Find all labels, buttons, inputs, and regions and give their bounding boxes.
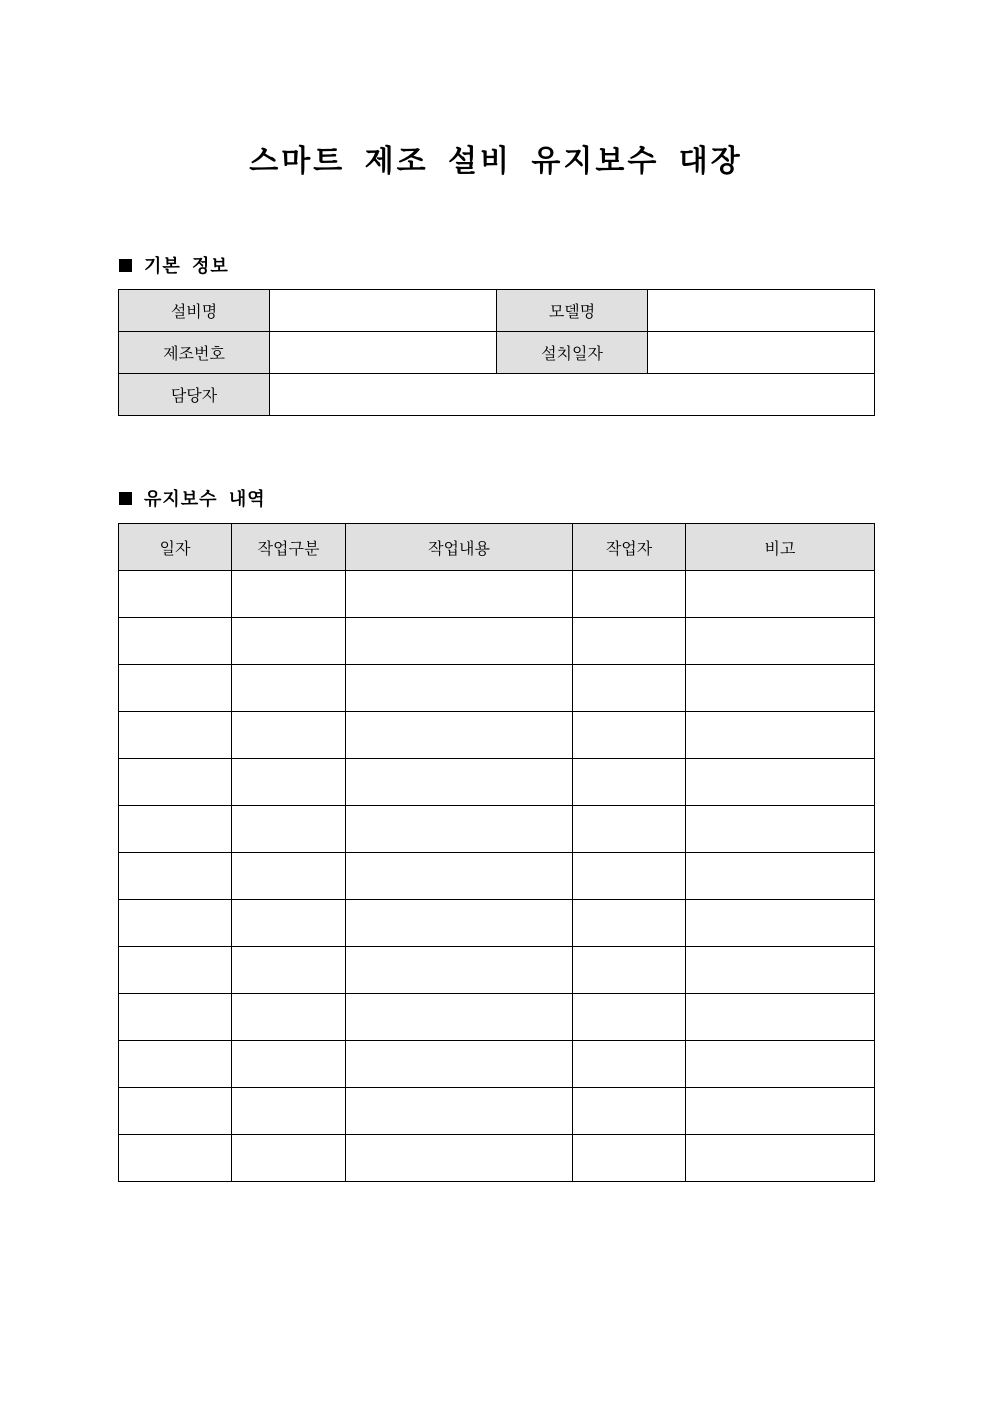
remarks-cell[interactable] [686, 947, 875, 994]
work-details-cell[interactable] [346, 994, 573, 1041]
remarks-cell[interactable] [686, 618, 875, 665]
date-cell[interactable] [119, 1088, 232, 1135]
date-cell[interactable] [119, 806, 232, 853]
worker-cell[interactable] [573, 806, 686, 853]
install-date-field[interactable] [648, 332, 875, 374]
table-row [119, 806, 875, 853]
table-header-row [119, 524, 875, 571]
remarks-cell[interactable] [686, 665, 875, 712]
date-cell[interactable] [119, 1135, 232, 1182]
table-row [119, 900, 875, 947]
worker-cell[interactable] [573, 712, 686, 759]
remarks-cell[interactable] [686, 712, 875, 759]
worker-cell[interactable] [573, 994, 686, 1041]
basic-info-table [118, 289, 875, 416]
work-type-cell[interactable] [232, 571, 346, 618]
basic-info-row [119, 374, 875, 416]
table-row [119, 1041, 875, 1088]
date-cell[interactable] [119, 571, 232, 618]
page-title: 스마트 제조 설비 유지보수 대장 [249, 144, 743, 179]
maintenance-table-body [119, 571, 875, 1182]
manager-field[interactable] [270, 374, 875, 416]
remarks-cell[interactable] [686, 571, 875, 618]
work-details-cell[interactable] [346, 1041, 573, 1088]
work-type-cell[interactable] [232, 712, 346, 759]
manager-label: 담당자 [119, 374, 270, 416]
work-type-cell[interactable] [232, 994, 346, 1041]
work-type-cell[interactable] [232, 1041, 346, 1088]
date-cell[interactable] [119, 759, 232, 806]
work-type-cell[interactable] [232, 806, 346, 853]
remarks-cell[interactable] [686, 759, 875, 806]
table-row [119, 759, 875, 806]
serial-number-label: 제조번호 [119, 332, 270, 374]
table-row [119, 1088, 875, 1135]
remarks-cell[interactable] [686, 900, 875, 947]
work-details-cell[interactable] [346, 712, 573, 759]
work-details-cell[interactable] [346, 759, 573, 806]
basic-info-row [119, 290, 875, 332]
worker-cell[interactable] [573, 618, 686, 665]
square-bullet-icon [119, 259, 132, 272]
worker-cell[interactable] [573, 1041, 686, 1088]
model-name-label: 모델명 [497, 290, 648, 332]
basic-info-row [119, 332, 875, 374]
work-details-cell[interactable] [346, 900, 573, 947]
remarks-cell[interactable] [686, 1135, 875, 1182]
serial-number-field[interactable] [270, 332, 497, 374]
work-type-cell[interactable] [232, 947, 346, 994]
worker-cell[interactable] [573, 1135, 686, 1182]
worker-cell[interactable] [573, 759, 686, 806]
table-row [119, 1135, 875, 1182]
work-type-cell[interactable] [232, 618, 346, 665]
work-type-cell[interactable] [232, 1135, 346, 1182]
date-cell[interactable] [119, 712, 232, 759]
maintenance-history-heading-label: 유지보수 내역 [144, 489, 266, 510]
worker-cell[interactable] [573, 571, 686, 618]
worker-cell[interactable] [573, 947, 686, 994]
remarks-cell[interactable] [686, 994, 875, 1041]
worker-cell[interactable] [573, 1088, 686, 1135]
remarks-cell[interactable] [686, 1088, 875, 1135]
table-row [119, 853, 875, 900]
work-details-cell[interactable] [346, 571, 573, 618]
column-header-date: 일자 [119, 524, 232, 571]
date-cell[interactable] [119, 994, 232, 1041]
equipment-name-field[interactable] [270, 290, 497, 332]
worker-cell[interactable] [573, 665, 686, 712]
table-row [119, 618, 875, 665]
work-details-cell[interactable] [346, 665, 573, 712]
remarks-cell[interactable] [686, 1041, 875, 1088]
table-row [119, 947, 875, 994]
basic-info-heading [119, 252, 229, 278]
column-header-remarks: 비고 [686, 524, 875, 571]
work-details-cell[interactable] [346, 806, 573, 853]
worker-cell[interactable] [573, 853, 686, 900]
column-header-work-details: 작업내용 [346, 524, 573, 571]
worker-cell[interactable] [573, 900, 686, 947]
column-header-work-type: 작업구분 [232, 524, 346, 571]
date-cell[interactable] [119, 947, 232, 994]
date-cell[interactable] [119, 1041, 232, 1088]
square-bullet-icon [119, 492, 132, 505]
date-cell[interactable] [119, 900, 232, 947]
table-row [119, 712, 875, 759]
date-cell[interactable] [119, 665, 232, 712]
model-name-field[interactable] [648, 290, 875, 332]
table-row [119, 665, 875, 712]
work-details-cell[interactable] [346, 947, 573, 994]
table-row [119, 994, 875, 1041]
work-type-cell[interactable] [232, 1088, 346, 1135]
basic-info-heading-label: 기본 정보 [144, 256, 229, 277]
equipment-name-label: 설비명 [119, 290, 270, 332]
maintenance-history-table [118, 523, 875, 1182]
date-cell[interactable] [119, 853, 232, 900]
work-type-cell[interactable] [232, 665, 346, 712]
work-type-cell[interactable] [232, 853, 346, 900]
work-details-cell[interactable] [346, 618, 573, 665]
work-type-cell[interactable] [232, 900, 346, 947]
remarks-cell[interactable] [686, 853, 875, 900]
remarks-cell[interactable] [686, 806, 875, 853]
work-details-cell[interactable] [346, 1088, 573, 1135]
maintenance-history-heading [119, 485, 266, 511]
work-details-cell[interactable] [346, 853, 573, 900]
table-row [119, 571, 875, 618]
column-header-worker: 작업자 [573, 524, 686, 571]
work-type-cell[interactable] [232, 759, 346, 806]
install-date-label: 설치일자 [497, 332, 648, 374]
work-details-cell[interactable] [346, 1135, 573, 1182]
date-cell[interactable] [119, 618, 232, 665]
